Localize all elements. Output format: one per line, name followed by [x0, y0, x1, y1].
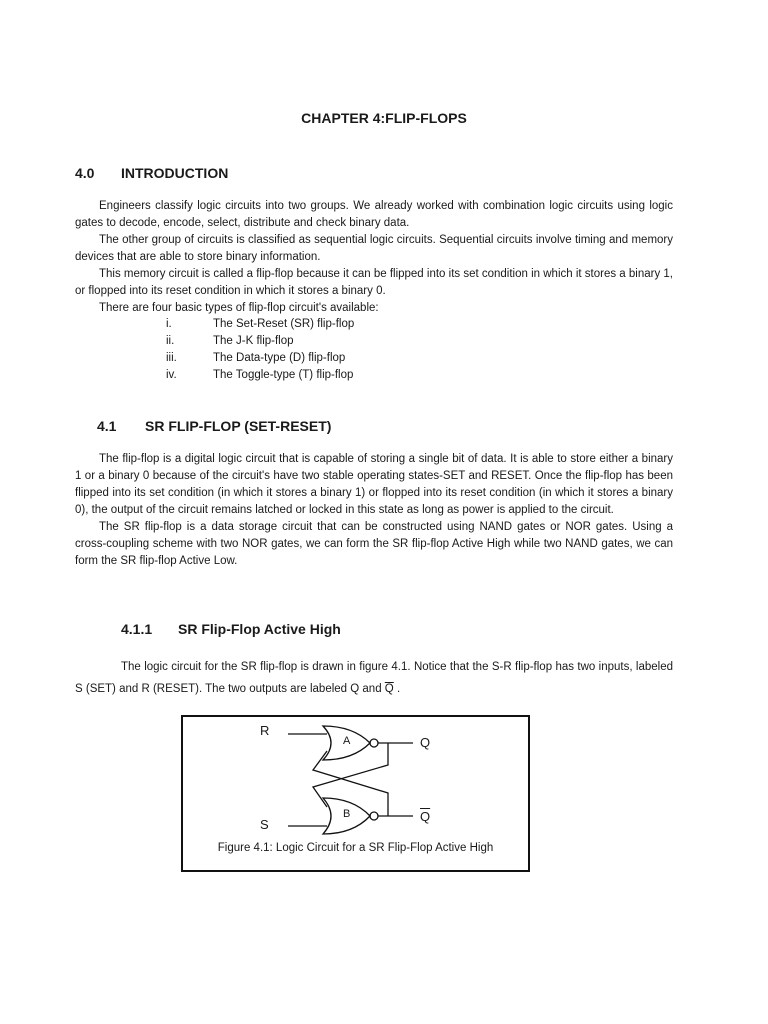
intro-paragraph-1: Engineers classify logic circuits into two groups. We already worked with combination logic circuits using logic gates to decode, encode, select, distribute and check binary data. [75, 200, 673, 229]
subsection-title: SR Flip-Flop Active High [178, 621, 341, 637]
list-text: The J-K flip-flop [213, 335, 294, 347]
subsection-number: 4.1.1 [121, 621, 153, 637]
sr-paragraph-2: The SR flip-flop is a data storage circuit that can be constructed using NAND gates or NOR gates. Using a cross-coupling scheme with two NOR gates, we can form the SR flip-flop Active High while two NAND gates, we can form the SR flip-flop Active Low. [75, 521, 673, 567]
gate-label-a: A [343, 735, 351, 747]
list-text: The Set-Reset (SR) flip-flop [213, 318, 355, 330]
sr-body [75, 451, 673, 570]
section-title-intro: INTRODUCTION [121, 165, 229, 181]
section-number-sr: 4.1 [97, 418, 117, 434]
sr-high-paragraph [75, 656, 673, 700]
section-title-sr: SR FLIP-FLOP (SET-RESET) [145, 418, 332, 434]
list-item [166, 367, 354, 384]
list-marker: i. [166, 318, 172, 330]
gate-label-b: B [343, 808, 351, 820]
list-text: The Data-type (D) flip-flop [213, 352, 346, 364]
label-q-bar: $\overline{Q}$ [420, 809, 431, 824]
inverter-bubble-b [370, 812, 378, 820]
list-item [166, 316, 354, 333]
sr-paragraph-1: The flip-flop is a digital logic circuit that is capable of storing a single bit of data. It is able to store either a binary 1 or a binary 0 because of the circuit's have two stable operating states-SET and RESET. Once the flip-flop has been flipped into its set condition (in which it stores a binary 1) or flopped into its reset condition (in which it stores a binary 0), the output of the circuit remains latched or locked in this state as long as power is applied to the circuit. [75, 453, 673, 516]
figure-box [181, 715, 530, 872]
intro-paragraph-4: There are four basic types of flip-flop circuit's available: [99, 302, 379, 314]
list-item [166, 350, 354, 367]
label-r: R [260, 723, 270, 738]
intro-body [75, 198, 673, 317]
intro-paragraph-3: This memory circuit is called a flip-flop because it can be flipped into its set condition in which it stores a binary 1, or flopped into its reset condition in which it stores a binary 0. [75, 268, 673, 297]
label-q: Q [420, 735, 431, 750]
list-item [166, 333, 354, 350]
label-s: S [260, 817, 269, 832]
intro-paragraph-2: The other group of circuits is classified as sequential logic circuits. Sequential circuits involve timing and memory devices that are able to store binary information. [75, 234, 673, 263]
section-number-intro: 4.0 [75, 165, 95, 181]
sr-high-body [75, 656, 673, 700]
inverter-bubble-a [370, 739, 378, 747]
flip-flop-types-list [166, 316, 354, 384]
list-text: The Toggle-type (T) flip-flop [213, 369, 354, 381]
list-marker: ii. [166, 335, 175, 347]
sr-high-paragraph-text: The logic circuit for the SR flip-flop is drawn in figure 4.1. Notice that the S-R flip-flop has two inputs, labeled S (SET) and R (RESET). The two outputs are labeled Q and [75, 661, 673, 695]
list-marker: iv. [166, 369, 177, 381]
q-bar-text: $\overline{Q}$ [384, 683, 394, 695]
chapter-title: CHAPTER 4:FLIP-FLOPS [301, 110, 467, 126]
figure-caption: Figure 4.1: Logic Circuit for a SR Flip-Flop Active High [217, 842, 494, 854]
sr-high-paragraph-end: . [393, 683, 401, 695]
list-marker: iii. [166, 352, 177, 364]
